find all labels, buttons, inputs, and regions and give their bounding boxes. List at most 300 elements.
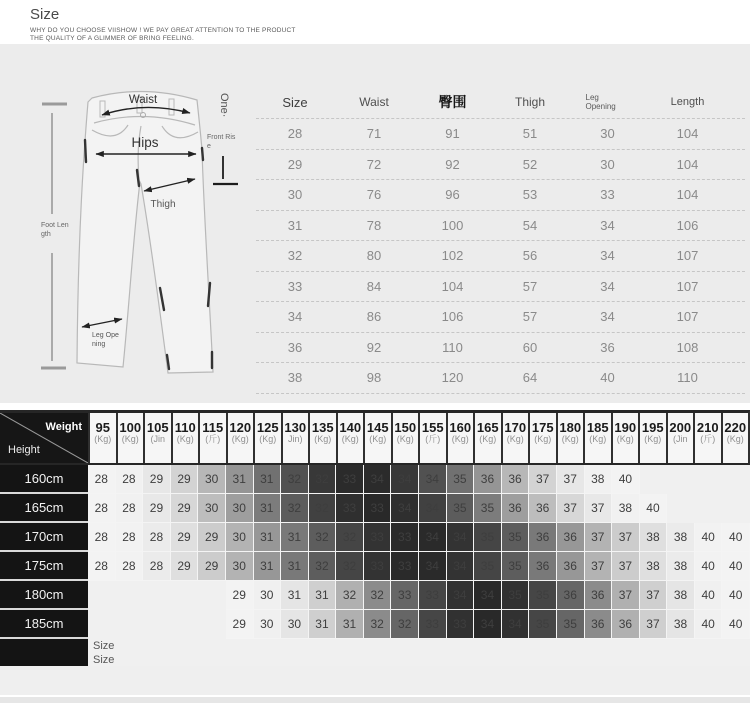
size-table-cell: 29 (287, 156, 303, 172)
fit-size-cell: 36 (585, 581, 613, 610)
weight-unit: (Kg) (726, 434, 744, 444)
fit-size-cell: 32 (336, 581, 364, 610)
weight-unit: (Kg) (534, 434, 552, 444)
fit-size-cell: 31 (281, 552, 309, 581)
fit-size-cell: 30 (226, 494, 254, 523)
weight-header-cell (666, 413, 694, 463)
corner-height-label: Height (8, 444, 40, 456)
size-table-cell: 80 (366, 248, 382, 264)
weight-unit: (Jin (672, 434, 688, 444)
size-table-cell: 34 (600, 278, 615, 294)
fit-size-cell: 37 (529, 465, 557, 494)
matrix-footer-size-row: Size (88, 639, 750, 653)
fit-size-cell: 32 (336, 523, 364, 552)
fit-size-cell: 34 (391, 465, 419, 494)
weight-unit: (Kg) (369, 434, 387, 444)
weight-unit: (Kg) (231, 434, 249, 444)
fit-size-cell: 33 (336, 494, 364, 523)
size-table-cell: 72 (366, 156, 382, 172)
weight-header-cell (501, 413, 529, 463)
hips-label: Hips (131, 135, 159, 150)
weight-value: 120 (229, 420, 252, 435)
weight-value: 220 (724, 420, 747, 435)
fit-size-cell: 37 (557, 494, 585, 523)
weight-header-cell (611, 413, 639, 463)
fit-size-cell: 33 (364, 494, 392, 523)
fit-size-cell (695, 465, 723, 494)
matrix-corner-cell (0, 413, 88, 463)
size-table (256, 86, 745, 394)
height-label: 175cm (0, 552, 88, 581)
fit-size-cell (116, 610, 144, 639)
height-label: 185cm (0, 610, 88, 639)
weight-header-cell (693, 413, 721, 463)
fit-size-cell: 34 (474, 610, 502, 639)
weight-unit: Jin) (287, 434, 303, 444)
fit-size-cell: 32 (364, 610, 392, 639)
fit-size-cell: 40 (612, 465, 640, 494)
fit-size-cell: 36 (529, 494, 557, 523)
fit-size-cell: 38 (640, 523, 668, 552)
size-table-cell: 92 (445, 156, 460, 172)
fit-size-cell: 29 (143, 494, 171, 523)
fit-size-cell: 38 (585, 465, 613, 494)
fit-size-cell: 32 (281, 465, 309, 494)
fit-size-cell: 28 (143, 552, 171, 581)
fit-size-cell: 40 (695, 581, 723, 610)
fit-size-cell: 40 (722, 523, 750, 552)
fit-size-cell: 30 (254, 581, 282, 610)
weight-header-cell (198, 413, 226, 463)
fit-size-cell: 31 (309, 610, 337, 639)
fit-size-cell: 30 (198, 494, 226, 523)
fit-size-cell: 38 (667, 581, 695, 610)
page-title: Size (30, 6, 60, 23)
size-table-column-header (569, 93, 646, 112)
height-label: 170cm (0, 523, 88, 552)
belt-loop (169, 99, 174, 115)
pants-diagram-svg (14, 68, 262, 400)
fit-size-cell: 34 (391, 494, 419, 523)
fit-size-cell: 38 (640, 552, 668, 581)
size-table-cell: 106 (441, 309, 464, 325)
fit-size-cell (143, 581, 171, 610)
weight-unit: (Kg) (259, 434, 277, 444)
size-table-cell: 84 (366, 278, 382, 294)
size-table-row (256, 119, 745, 150)
size-table-cell: 30 (600, 126, 615, 142)
front-rise-label (207, 134, 236, 150)
size-table-cell: 32 (287, 248, 303, 264)
size-table-row (256, 302, 745, 333)
thigh-label: Thigh (150, 199, 176, 210)
fit-size-cell: 34 (364, 465, 392, 494)
size-table-cell: 51 (522, 126, 538, 142)
fit-size-cell: 31 (309, 581, 337, 610)
fit-size-cell: 36 (474, 465, 502, 494)
size-table-row (256, 150, 745, 181)
matrix-footer-black-cell (0, 639, 88, 667)
weight-value: 210 (696, 420, 719, 435)
fit-size-cell: 31 (281, 523, 309, 552)
page-subtitle (30, 27, 296, 42)
fit-size-cell: 31 (254, 494, 282, 523)
fit-size-cell: 33 (336, 465, 364, 494)
size-table-cell: 108 (676, 339, 699, 355)
foot-length-label (41, 222, 69, 238)
weight-header-cell (391, 413, 419, 463)
height-label: 180cm (0, 581, 88, 610)
size-table-cell: 102 (441, 248, 464, 264)
waist-label: Waist (128, 94, 158, 106)
svg-text:Front Ris: Front Ris (207, 134, 236, 141)
weight-value: 115 (202, 420, 224, 435)
weight-header-cell (171, 413, 199, 463)
size-table-cell: 53 (522, 187, 538, 203)
size-table-cell: 107 (676, 309, 699, 325)
matrix-row (0, 465, 750, 494)
size-table-cell: 33 (600, 187, 615, 203)
weight-value: 145 (366, 420, 389, 435)
size-table-cell: 31 (287, 217, 303, 233)
fit-size-cell: 28 (88, 465, 116, 494)
svg-text:gth: gth (41, 231, 51, 238)
size-table-cell: 52 (522, 156, 538, 172)
fit-size-cell: 32 (309, 552, 337, 581)
fit-size-cell: 40 (695, 610, 723, 639)
fit-size-cell: 35 (474, 523, 502, 552)
fit-size-cell: 28 (116, 494, 144, 523)
subtitle-line-1: WHY DO YOU CHOOSE VIISHOW ! WE PAY GREAT ATTENTION TO THE PRODUCT (30, 27, 296, 34)
fit-size-cell: 38 (667, 552, 695, 581)
fit-size-cell: 35 (447, 494, 475, 523)
weight-value: 110 (174, 420, 196, 435)
size-table-cell: 64 (522, 370, 538, 386)
svg-text:ning: ning (92, 341, 106, 348)
fit-size-cell: 35 (502, 523, 530, 552)
fit-size-cell: 34 (419, 523, 447, 552)
fit-size-cell: 28 (88, 494, 116, 523)
fit-size-cell: 35 (502, 552, 530, 581)
subtitle-line-2: THE QUALITY OF A GLIMMER OF BRING FEELING. (30, 34, 194, 42)
size-table-row (256, 180, 745, 211)
fit-size-cell (640, 465, 668, 494)
matrix-row (0, 523, 750, 552)
size-table-cell: 38 (287, 370, 303, 386)
size-table-cell: 40 (600, 370, 615, 386)
fit-size-cell: 36 (502, 494, 530, 523)
one-size-label: One· (218, 93, 230, 118)
weight-unit: (Kg) (314, 434, 332, 444)
matrix-header-row (0, 410, 750, 465)
size-table-column-header: 臀围 (438, 94, 467, 110)
size-table-cell: 104 (676, 126, 699, 142)
size-table-row (256, 211, 745, 242)
weight-header-cell (336, 413, 364, 463)
fit-size-cell: 34 (447, 581, 475, 610)
weight-unit: (斤) (425, 434, 441, 444)
size-table-cell: 36 (600, 339, 615, 355)
fit-size-cell: 33 (419, 610, 447, 639)
weight-value: 200 (669, 420, 692, 435)
fit-size-cell: 31 (281, 581, 309, 610)
fit-size-cell (667, 494, 695, 523)
size-table-cell: 34 (600, 217, 615, 233)
fit-size-cell: 29 (143, 465, 171, 494)
fit-size-cell: 37 (557, 465, 585, 494)
fit-size-cell: 31 (226, 465, 254, 494)
weight-header-cell (116, 413, 144, 463)
size-table-cell: 54 (522, 217, 538, 233)
fit-size-cell: 29 (171, 465, 199, 494)
weight-value: 135 (311, 420, 334, 435)
size-table-cell: 57 (522, 309, 538, 325)
fit-size-cell: 30 (254, 610, 282, 639)
fit-size-cell (88, 610, 116, 639)
weight-header-cell (721, 413, 749, 463)
fit-size-cell: 32 (391, 610, 419, 639)
weight-unit: (Kg) (396, 434, 414, 444)
fit-size-cell: 37 (612, 552, 640, 581)
fit-size-cell: 36 (585, 610, 613, 639)
weight-value: 165 (476, 420, 499, 435)
size-table-row (256, 272, 745, 303)
fit-size-cell: 30 (198, 465, 226, 494)
fit-size-cell: 40 (695, 523, 723, 552)
fit-size-cell: 29 (226, 581, 254, 610)
fit-size-cell: 33 (391, 581, 419, 610)
fit-size-cell: 31 (336, 610, 364, 639)
matrix-row (0, 581, 750, 610)
size-guide-panel (0, 44, 750, 403)
weight-value: 140 (339, 420, 362, 435)
size-table-cell: 33 (287, 278, 303, 294)
fit-size-cell: 32 (336, 552, 364, 581)
fit-size-cell: 37 (640, 610, 668, 639)
matrix-row (0, 610, 750, 639)
weight-value: 95 (95, 420, 110, 435)
size-table-cell: 76 (366, 187, 382, 203)
size-table-cell: 34 (287, 309, 303, 325)
fit-size-cell: 31 (254, 552, 282, 581)
weight-unit: (Kg) (644, 434, 662, 444)
weight-value: 100 (119, 420, 142, 435)
size-table-cell: 91 (445, 126, 460, 142)
leg-opening-header-text: Leg Opening (585, 92, 616, 111)
fit-size-cell: 40 (640, 494, 668, 523)
size-table-cell: 106 (676, 217, 699, 233)
fit-size-cell: 31 (254, 523, 282, 552)
size-table-cell: 110 (677, 370, 698, 386)
fit-size-cell: 34 (419, 552, 447, 581)
fit-size-cell (116, 581, 144, 610)
weight-unit: (Kg) (94, 434, 112, 444)
height-weight-fit-matrix (0, 410, 750, 667)
fit-size-cell: 40 (722, 552, 750, 581)
weight-header-cell (418, 413, 446, 463)
weight-header-cell (143, 413, 171, 463)
fit-size-cell: 33 (391, 523, 419, 552)
fit-size-cell: 36 (557, 581, 585, 610)
bottom-strip (0, 697, 750, 703)
corner-weight-label: Weight (45, 421, 82, 433)
fit-size-cell: 29 (171, 494, 199, 523)
size-table-cell: 104 (676, 156, 699, 172)
size-table-column-header: Length (670, 96, 705, 108)
weight-unit: (Kg) (121, 434, 139, 444)
weight-value: 190 (614, 420, 637, 435)
matrix-footer-size-row: Size (88, 653, 750, 667)
size-table-cell: 104 (676, 187, 699, 203)
weight-header-cell (638, 413, 666, 463)
svg-text:Foot Len: Foot Len (41, 222, 69, 229)
fit-size-cell: 29 (226, 610, 254, 639)
weight-header-cell (556, 413, 584, 463)
fit-size-cell: 33 (419, 581, 447, 610)
size-table-cell: 110 (442, 339, 463, 355)
size-table-cell: 28 (287, 126, 303, 142)
fit-size-cell: 33 (364, 523, 392, 552)
size-table-cell: 107 (676, 278, 699, 294)
weight-value: 185 (586, 420, 609, 435)
svg-text:Leg Ope: Leg Ope (92, 332, 119, 339)
weight-unit: (斤) (205, 434, 221, 444)
weight-value: 160 (449, 420, 472, 435)
size-table-column-header: Waist (359, 95, 389, 109)
weight-unit: (Kg) (561, 434, 579, 444)
fit-size-cell: 35 (447, 465, 475, 494)
fit-size-cell: 38 (612, 494, 640, 523)
fit-size-cell: 37 (612, 581, 640, 610)
matrix-row (0, 552, 750, 581)
height-label: 165cm (0, 494, 88, 523)
pants-outline (77, 91, 213, 373)
fit-size-cell: 36 (557, 552, 585, 581)
weight-header-cell (88, 413, 116, 463)
size-table-cell: 120 (441, 370, 464, 386)
size-table-cell: 34 (600, 248, 615, 264)
fit-size-cell: 35 (474, 552, 502, 581)
size-table-cell: 78 (366, 217, 382, 233)
fit-size-cell: 38 (667, 610, 695, 639)
weight-unit: (Jin (150, 434, 165, 444)
size-table-row (256, 241, 745, 272)
fit-size-cell: 34 (419, 494, 447, 523)
weight-unit: (Kg) (451, 434, 469, 444)
fit-size-cell: 35 (557, 610, 585, 639)
weight-value: 155 (421, 420, 444, 435)
size-table-cell: 86 (366, 309, 382, 325)
fit-size-cell: 28 (116, 523, 144, 552)
fit-size-cell: 37 (585, 523, 613, 552)
size-table-cell: 107 (676, 248, 699, 264)
fit-size-cell: 29 (198, 523, 226, 552)
matrix-footer-rows (88, 639, 750, 667)
fit-size-cell: 38 (667, 523, 695, 552)
page-header (0, 0, 750, 44)
fit-size-cell: 40 (722, 610, 750, 639)
weight-header-cell (583, 413, 611, 463)
fit-size-cell: 34 (447, 552, 475, 581)
fit-size-cell: 32 (281, 494, 309, 523)
weight-value: 130 (284, 420, 307, 435)
size-table-cell: 96 (445, 187, 460, 203)
size-table-column-header: Size (282, 94, 308, 110)
fit-size-cell: 34 (502, 610, 530, 639)
size-table-header (256, 86, 745, 119)
fit-size-cell: 35 (529, 610, 557, 639)
pants-measurement-diagram (14, 68, 262, 400)
size-table-row (256, 333, 745, 364)
weight-header-cell (281, 413, 309, 463)
fit-size-cell: 40 (695, 552, 723, 581)
size-table-cell: 92 (366, 339, 382, 355)
fit-size-cell: 28 (116, 465, 144, 494)
weight-unit: (Kg) (616, 434, 634, 444)
weight-value: 195 (641, 420, 664, 435)
height-label: 160cm (0, 465, 88, 494)
fit-size-cell (198, 581, 226, 610)
size-table-cell: 57 (522, 278, 538, 294)
weight-header-cell (226, 413, 254, 463)
fit-size-cell: 34 (474, 581, 502, 610)
weight-unit: (斤) (700, 434, 716, 444)
fit-size-cell: 37 (585, 494, 613, 523)
matrix-body (0, 465, 750, 639)
fit-size-cell: 28 (143, 523, 171, 552)
fit-size-cell: 29 (198, 552, 226, 581)
fit-size-cell (171, 581, 199, 610)
fit-size-cell (695, 494, 723, 523)
fit-size-cell (722, 465, 750, 494)
fit-size-cell: 28 (116, 552, 144, 581)
fit-size-cell: 28 (88, 523, 116, 552)
fit-size-cell: 37 (585, 552, 613, 581)
fit-size-cell: 36 (502, 465, 530, 494)
fit-size-cell: 35 (474, 494, 502, 523)
size-table-cell: 56 (522, 248, 538, 264)
size-table-cell: 36 (287, 339, 303, 355)
fit-size-cell (171, 610, 199, 639)
fit-size-cell: 33 (447, 610, 475, 639)
weight-unit: (Kg) (341, 434, 359, 444)
weight-unit: (Kg) (589, 434, 607, 444)
size-table-cell: 100 (441, 217, 464, 233)
size-table-cell: 30 (600, 156, 615, 172)
fit-size-cell: 36 (529, 523, 557, 552)
weight-value: 175 (531, 420, 554, 435)
fit-size-cell: 32 (309, 465, 337, 494)
fit-size-cell: 40 (722, 581, 750, 610)
weight-value: 180 (559, 420, 582, 435)
weight-value: 125 (256, 420, 279, 435)
fit-size-cell: 32 (309, 523, 337, 552)
weight-header-cell (253, 413, 281, 463)
fit-size-cell: 37 (612, 523, 640, 552)
size-table-cell: 30 (287, 187, 303, 203)
fit-size-cell: 33 (391, 552, 419, 581)
fit-size-cell: 36 (612, 610, 640, 639)
size-table-cell: 104 (441, 278, 464, 294)
fit-size-cell: 34 (447, 523, 475, 552)
fit-size-cell: 35 (502, 581, 530, 610)
weight-value: 170 (504, 420, 527, 435)
fit-size-cell: 34 (419, 465, 447, 494)
svg-text:e: e (207, 143, 211, 150)
fit-size-cell: 36 (557, 523, 585, 552)
weight-unit: (Kg) (479, 434, 497, 444)
fit-size-cell: 30 (281, 610, 309, 639)
